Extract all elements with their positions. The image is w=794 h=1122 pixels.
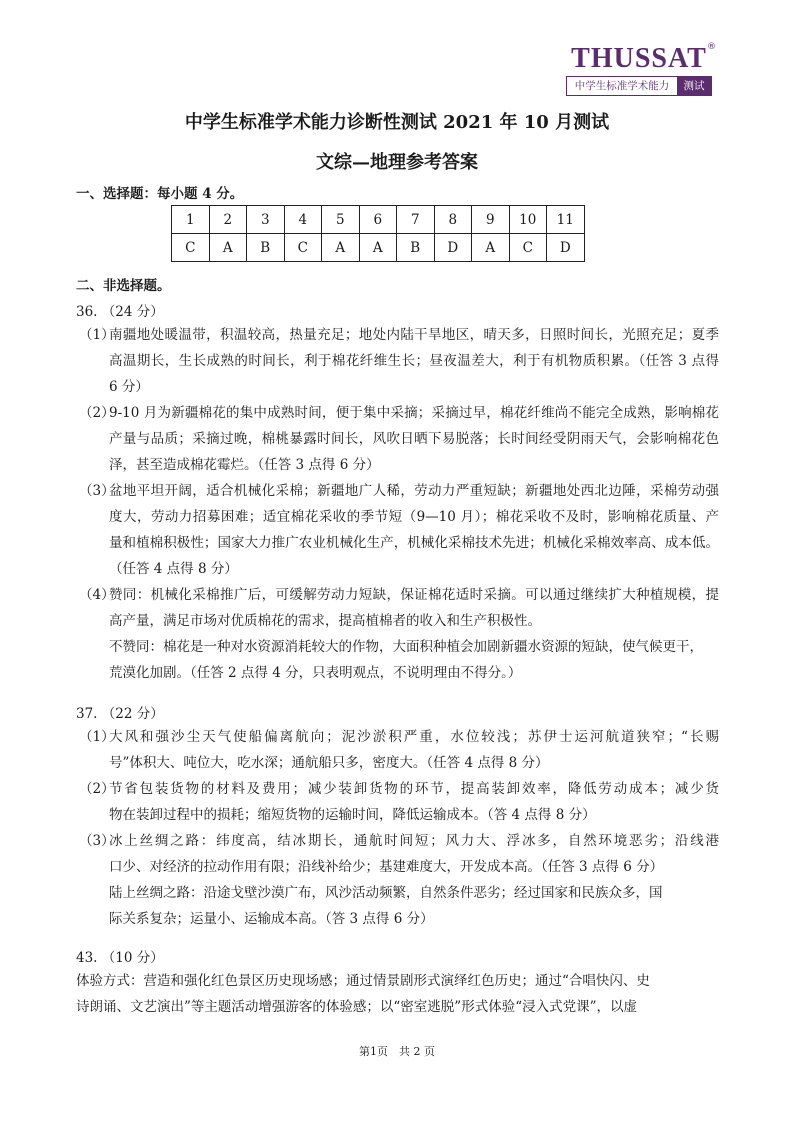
answer-letter: C	[172, 234, 210, 262]
answer-letter: B	[247, 234, 285, 262]
question-number: 4	[284, 206, 322, 234]
answer-line: 泽，甚至造成棉花霉烂。（任答 3 点得 6 分）	[109, 457, 380, 473]
answer-line: 陆上丝绸之路：沿途戈壁沙漠广布，风沙活动频繁，自然条件恶劣；经过国家和民族众多，国	[109, 885, 663, 901]
question-number: 9	[472, 206, 510, 234]
part-number: （3）	[79, 483, 115, 499]
q43-answer	[76, 968, 719, 1020]
part-number: （1）	[79, 729, 115, 745]
part-number: （2）	[79, 405, 115, 421]
q36-part3	[79, 478, 719, 577]
question-number: 10	[509, 206, 547, 234]
logo-text: THUSSAT	[571, 43, 707, 74]
section2-heading: 二、非选择题。	[76, 278, 171, 294]
q37-part1	[79, 724, 719, 771]
part-number: （1）	[79, 327, 115, 343]
logo-sub-right: 测试	[677, 77, 711, 95]
registered-mark: ®	[707, 42, 716, 52]
question-number: 3	[247, 206, 285, 234]
logo-sub-left: 中学生标准学术能力	[574, 80, 670, 92]
section1-heading: 一、选择题：每小题 4 分。	[76, 186, 244, 202]
answer-line: 高产量，满足市场对优质棉花的需求，提高植棉者的收入和生产积极性。	[109, 613, 541, 629]
answer-line: 体验方式：营造和强化红色景区历史现场感；通过情景剧形式演绎红色历史；通过“合唱快闪、史	[76, 973, 650, 989]
answer-table	[171, 205, 585, 262]
answer-line: 不赞同：棉花是一种对水资源消耗较大的作物，大面积种植会加剧新疆水资源的短缺，使气候更干，	[109, 639, 703, 655]
answer-line: 物在装卸过程中的损耗；缩短货物的运输时间，降低运输成本。（答 4 点得 8 分）	[109, 807, 596, 823]
question-number: 1	[172, 206, 210, 234]
answer-letter: A	[472, 234, 510, 262]
q37-part2	[79, 776, 719, 823]
q36-header: 36. （24 分）	[76, 304, 164, 320]
part-number: （2）	[79, 781, 115, 797]
part-number: （4）	[79, 587, 115, 603]
answer-line: 量和植棉积极性；国家大力推广农业机械化生产，机械化采棉技术先进；机械化采棉效率高、成本低。	[109, 535, 719, 551]
answer-letter: C	[284, 234, 322, 262]
answer-line: 诗朗诵、文艺演出”等主题活动增强游客的体验感；以“密室逃脱”形式体验“浸入式党课”，以虚	[76, 999, 638, 1015]
answer-letter: D	[434, 234, 472, 262]
question-number: 7	[397, 206, 435, 234]
answer-number-row	[172, 206, 585, 234]
answer-letter: A	[359, 234, 397, 262]
question-number: 6	[359, 206, 397, 234]
answer-letter: D	[547, 234, 585, 262]
logo-subtitle	[566, 76, 712, 96]
q36-part4	[79, 582, 719, 629]
question-number: 2	[209, 206, 247, 234]
question-number: 5	[322, 206, 360, 234]
answer-letter: A	[322, 234, 360, 262]
answer-line: 际关系复杂；运量小、运输成本高。（答 3 点得 6 分）	[109, 911, 434, 927]
answer-line: 节省包装货物的材料及费用；减少装卸货物的环节，提高装卸效率，降低劳动成本；减少货	[109, 781, 719, 797]
answer-line: 高温期长，生长成熟的时间长，利于棉花纤维生长；昼夜温差大，利于有机物质积累。（任答 3 点得	[109, 353, 719, 369]
q36-part4-disagree	[109, 634, 719, 686]
page-subtitle: 文综—地理参考答案	[316, 152, 478, 173]
question-number: 11	[547, 206, 585, 234]
answer-line: 荒漠化加剧。（任答 2 点得 4 分，只表明观点，不说明理由不得分。）	[109, 665, 522, 681]
answer-letter: B	[397, 234, 435, 262]
q37-part3	[79, 828, 719, 875]
answer-line: 口少、对经济的拉动作用有限；沿线补给少；基建难度大，开发成本高。（任答 3 点得 6 分）	[109, 859, 664, 875]
answer-letter-row	[172, 234, 585, 262]
q37-part3-land-route	[109, 880, 719, 932]
question-number: 8	[434, 206, 472, 234]
answer-line: 盆地平坦开阔，适合机械化采棉；新疆地广人稀，劳动力严重短缺；新疆地处西北边陲，采棉劳动强	[109, 483, 719, 499]
q37-header: 37. （22 分）	[76, 706, 164, 722]
q36-part2	[79, 400, 719, 473]
answer-letter: A	[209, 234, 247, 262]
page-title: 中学生标准学术能力诊断性测试 2021 年 10 月测试	[184, 112, 610, 133]
answer-line: 号”体积大、吨位大，吃水深；通航船只多，密度大。（任答 4 点得 8 分）	[109, 755, 549, 771]
q36-part1	[79, 322, 719, 395]
answer-line: 冰上丝绸之路：纬度高，结冰期长，通航时间短；风力大、浮冰多，自然环境恶劣；沿线港	[109, 833, 719, 849]
q43-header: 43. （10 分）	[76, 950, 164, 966]
answer-letter: C	[509, 234, 547, 262]
answer-line: 赞同：机械化采棉推广后，可缓解劳动力短缺，保证棉花适时采摘。可以通过继续扩大种植规模，提	[109, 587, 719, 603]
thussat-logo	[566, 42, 716, 96]
answer-line: 南疆地处暖温带，积温较高，热量充足；地处内陆干旱地区，晴天多，日照时间长，光照充足；夏季	[109, 327, 719, 343]
part-number: （3）	[79, 833, 115, 849]
answer-line: 6 分）	[109, 379, 149, 395]
page-footer: 第1页 共 2 页	[359, 1045, 435, 1058]
answer-line: 产量与品质；采摘过晚，棉桃暴露时间长，风吹日晒下易脱落；长时间经受阴雨天气，会影响棉花色	[109, 431, 719, 447]
answer-line: 大风和强沙尘天气使船偏离航向；泥沙淤积严重，水位较浅；苏伊士运河航道狭窄；“长赐	[109, 729, 719, 745]
answer-line: 9-10 月为新疆棉花的集中成熟时间，便于集中采摘；采摘过早，棉花纤维尚不能完全成熟，影响棉花	[109, 405, 719, 421]
answer-line: （任答 4 点得 8 分）	[109, 561, 238, 577]
answer-line: 度大，劳动力招募困难；适宜棉花采收的季节短（9—10 月）；棉花采收不及时，影响棉花质量、产	[109, 509, 719, 525]
